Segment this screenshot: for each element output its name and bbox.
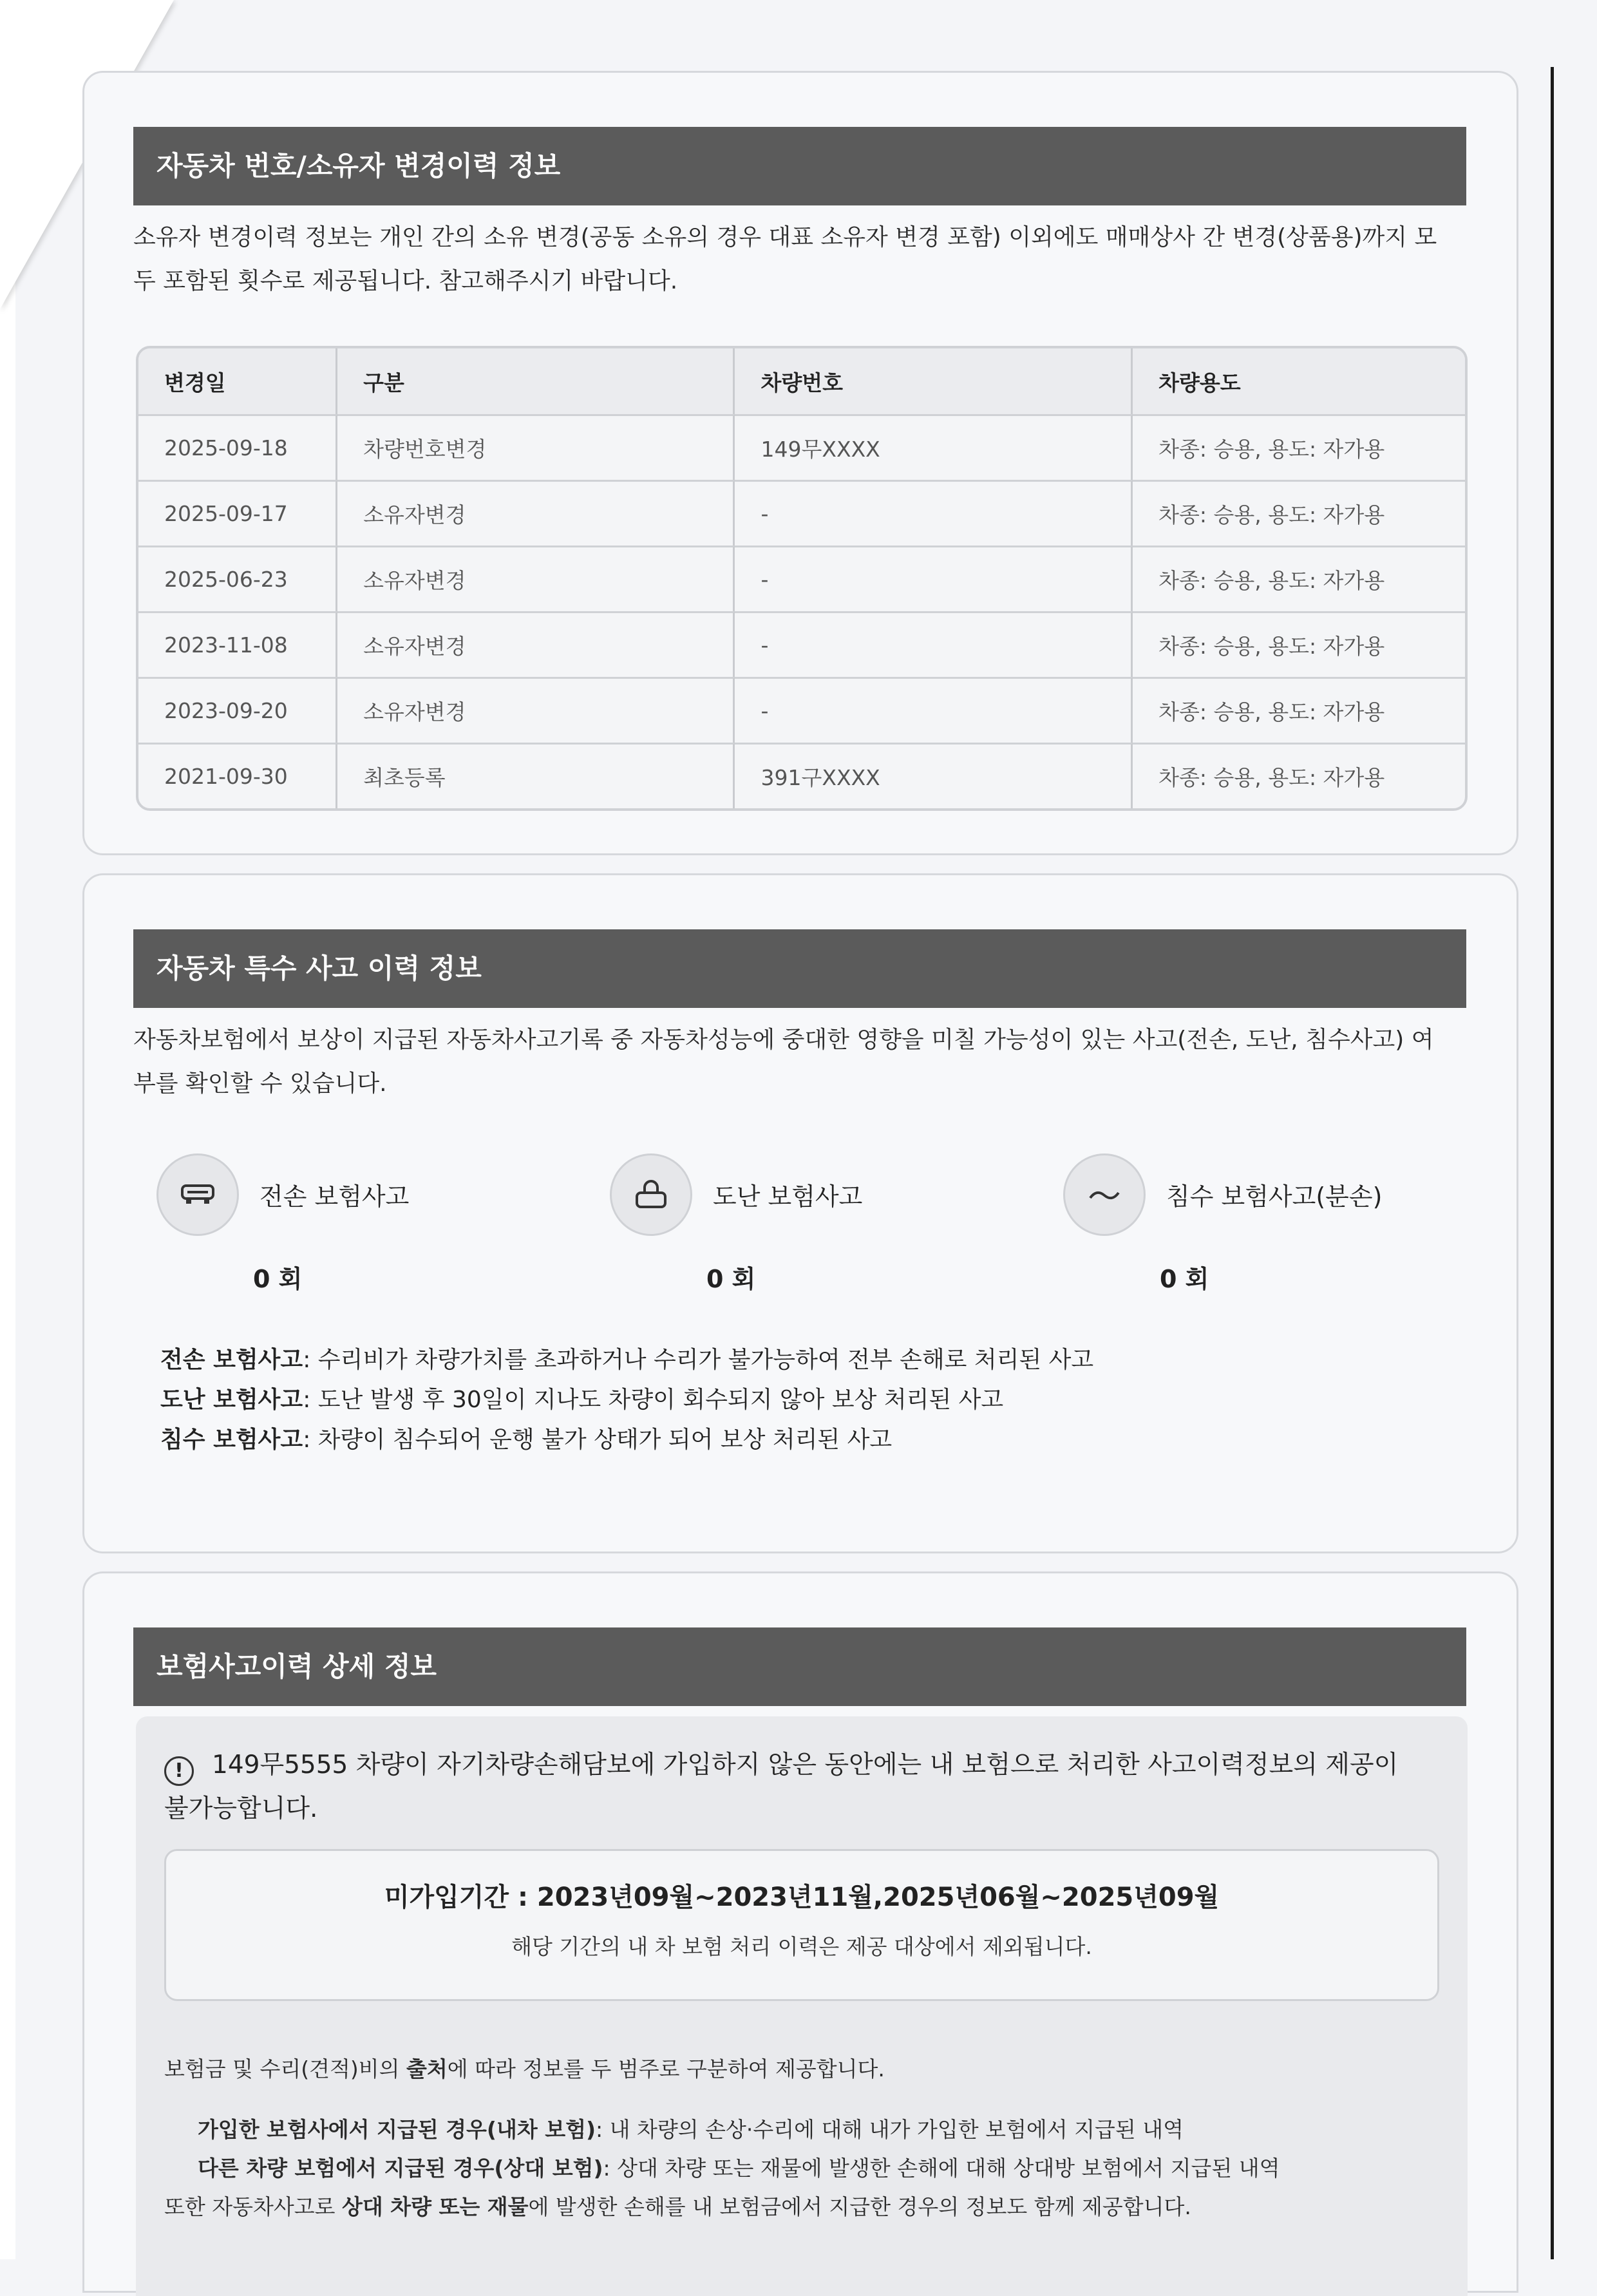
cell-type: 소유자변경	[337, 677, 735, 743]
source-intro: 보험금 및 수리(견적)비의 출처에 따라 정보를 두 범주로 구분하여 제공합니다.	[164, 2056, 885, 2082]
cell-type: 소유자변경	[337, 480, 735, 546]
cell-date: 2025-09-17	[138, 480, 337, 546]
cell-date: 2023-11-08	[138, 611, 337, 677]
additional-info: 또한 자동차사고로 상대 차량 또는 재물에 발생한 손해를 내 보험금에서 지급한 경우의 정보도 함께 제공합니다.	[164, 2194, 1191, 2219]
accident-label: 도난 보험사고	[713, 1182, 863, 1211]
section-description: 소유자 변경이력 정보는 개인 간의 소유 변경(공동 소유의 경우 대표 소유자 변경 포함) 이외에도 매매상사 간 변경(상품용)까지 모 두 포함된 횟수로 제공됩니다. 참고해주시기 바랍니다.	[133, 224, 1437, 294]
table-row	[138, 743, 1465, 808]
cell-plate: -	[735, 611, 1133, 677]
other-insurance-definition: 다른 차량 보험에서 지급된 경우(상대 보험): 상대 차량 또는 재물에 발생한 손해에 대해 상대방 보험에서 지급된 내역	[198, 2156, 1280, 2181]
cell-usage: 차종: 승용, 용도: 자가용	[1133, 743, 1465, 808]
cell-usage: 차종: 승용, 용도: 자가용	[1133, 414, 1465, 480]
own-insurance-definition: 가입한 보험사에서 지급된 경우(내차 보험): 내 차량의 손상·수리에 대해 내가 가입한 보험에서 지급된 내역	[198, 2117, 1184, 2142]
accident-label: 전손 보험사고	[260, 1182, 410, 1211]
cell-type: 소유자변경	[337, 546, 735, 611]
total-loss-accident	[156, 1153, 543, 1321]
col-header-plate: 차량번호	[735, 348, 1133, 414]
col-header-type: 구분	[337, 348, 735, 414]
cell-date: 2025-06-23	[138, 546, 337, 611]
cell-usage: 차종: 승용, 용도: 자가용	[1133, 677, 1465, 743]
uninsured-period-box	[164, 1849, 1439, 2001]
cell-type: 소유자변경	[337, 611, 735, 677]
cell-type: 최초등록	[337, 743, 735, 808]
change-history-table	[136, 346, 1468, 811]
cell-plate: -	[735, 677, 1133, 743]
section-title: 자동차 번호/소유자 변경이력 정보	[133, 127, 1466, 205]
accident-count: 0 회	[706, 1265, 756, 1293]
definition-flood: 침수 보험사고: 차량이 침수되어 운행 불가 상태가 되어 보상 처리된 사고	[160, 1427, 893, 1453]
uninsured-period-note: 해당 기간의 내 차 보험 처리 이력은 제공 대상에서 제외됩니다.	[511, 1934, 1092, 1959]
cell-usage: 차종: 승용, 용도: 자가용	[1133, 480, 1465, 546]
cell-plate: -	[735, 546, 1133, 611]
page-edge	[0, 0, 15, 2259]
accident-label: 침수 보험사고(분손)	[1166, 1182, 1383, 1211]
right-border-rule	[1551, 67, 1554, 2259]
lock-icon	[610, 1153, 692, 1236]
car-icon	[156, 1153, 239, 1236]
cell-date: 2025-09-18	[138, 414, 337, 480]
table-row	[138, 480, 1465, 546]
table-row	[138, 546, 1465, 611]
definition-theft: 도난 보험사고: 도난 발생 후 30일이 지나도 차량이 회수되지 않아 보상 처리된 사고	[160, 1387, 1004, 1413]
flood-accident	[1063, 1153, 1475, 1321]
wave-icon	[1063, 1153, 1146, 1236]
cell-type: 차량번호변경	[337, 414, 735, 480]
table-row	[138, 611, 1465, 677]
table-row	[138, 677, 1465, 743]
cell-plate: -	[735, 480, 1133, 546]
definition-total-loss: 전손 보험사고: 수리비가 차량가치를 초과하거나 수리가 불가능하여 전부 손해로 처리된 사고	[160, 1347, 1094, 1373]
accident-definitions	[160, 1340, 1093, 1460]
ownership-history-card	[82, 71, 1518, 855]
accident-count: 0 회	[1160, 1265, 1209, 1293]
accident-count: 0 회	[253, 1265, 303, 1293]
special-accident-card	[82, 873, 1518, 1553]
insurance-detail-panel	[136, 1716, 1468, 2296]
col-header-usage: 차량용도	[1133, 348, 1465, 414]
uninsured-period-title: 미가입기간 : 2023년09월~2023년11월,2025년06월~2025년09월	[384, 1883, 1220, 1912]
cell-usage: 차종: 승용, 용도: 자가용	[1133, 611, 1465, 677]
table-row	[138, 414, 1465, 480]
insurance-detail-card	[82, 1571, 1518, 2293]
info-icon: !	[164, 1756, 194, 1786]
section-title: 보험사고이력 상세 정보	[133, 1627, 1466, 1706]
theft-accident	[610, 1153, 996, 1321]
col-header-date: 변경일	[138, 348, 337, 414]
cell-date: 2023-09-20	[138, 677, 337, 743]
table-header-row	[138, 348, 1465, 414]
section-title: 자동차 특수 사고 이력 정보	[133, 929, 1466, 1008]
cell-usage: 차종: 승용, 용도: 자가용	[1133, 546, 1465, 611]
cell-plate: 391구XXXX	[735, 743, 1133, 808]
section-description: 자동차보험에서 보상이 지급된 자동차사고기록 중 자동차성능에 중대한 영향을 미칠 가능성이 있는 사고(전손, 도난, 침수사고) 여 부를 확인할 수 있습니다.	[133, 1027, 1434, 1097]
cell-plate: 149무XXXX	[735, 414, 1133, 480]
coverage-notice: ! 149무5555 차량이 자기차량손해담보에 가입하지 않은 동안에는 내 보험으로 처리한 사고이력정보의 제공이 불가능합니다.	[164, 1750, 1399, 1823]
cell-date: 2021-09-30	[138, 743, 337, 808]
